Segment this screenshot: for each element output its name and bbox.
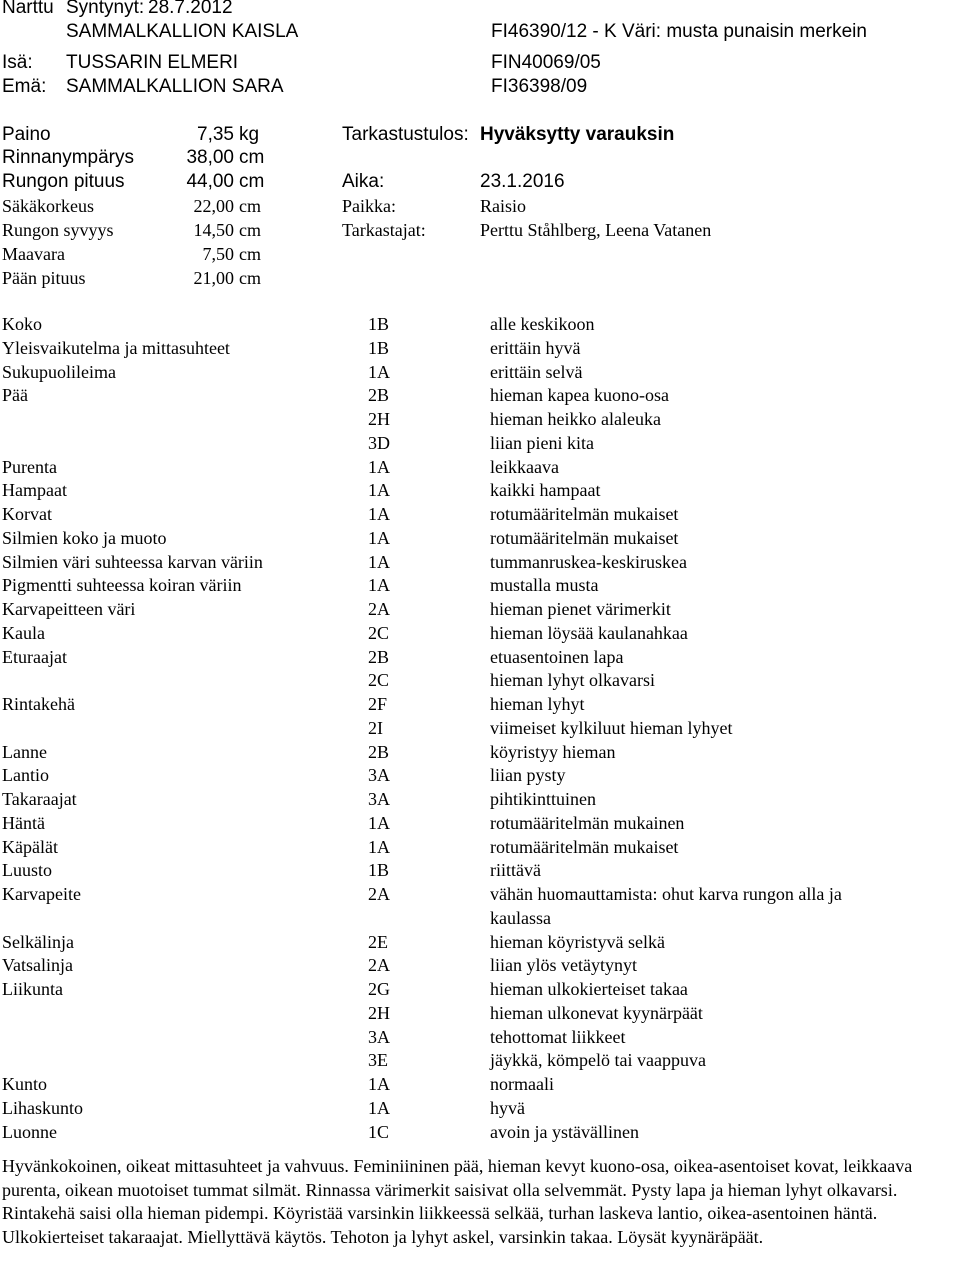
- sire-reg: FIN40069/05: [491, 52, 601, 73]
- measure-label: Pään pituus: [2, 268, 86, 288]
- eval-code: 2A: [368, 955, 390, 976]
- eval-description: hieman heikko alaleuka: [490, 409, 661, 429]
- eval-description: rotumääritelmän mukainen: [490, 812, 685, 833]
- result-label: Tarkastustulos:: [342, 124, 469, 145]
- eval-description: hieman lyhyt olkavarsi: [490, 670, 655, 691]
- eval-category: Sukupuolileima: [2, 361, 116, 382]
- eval-category: Koko: [2, 314, 42, 334]
- sire-label: Isä:: [2, 52, 33, 73]
- group-label: Narttu: [2, 0, 54, 18]
- eval-description: normaali: [490, 1074, 554, 1094]
- birth-label: Syntynyt:: [66, 0, 145, 18]
- measure-unit: cm: [239, 268, 261, 288]
- eval-description: jäykkä, kömpelö tai vaappuva: [490, 1050, 706, 1071]
- eval-description: hyvä: [490, 1097, 525, 1118]
- time-label: Aika:: [342, 171, 385, 192]
- eval-code: 2F: [368, 694, 388, 714]
- eval-category: Eturaajat: [2, 646, 67, 667]
- eval-code: 2I: [368, 717, 383, 738]
- eval-description: erittäin hyvä: [490, 337, 581, 358]
- eval-code: 1A: [368, 1097, 390, 1118]
- eval-description: erittäin selvä: [490, 361, 583, 382]
- eval-code: 2B: [368, 646, 390, 667]
- measure-value: 22,00: [193, 196, 234, 216]
- summary-text: Hyvänkokoinen, oikeat mittasuhteet ja vahvuus. Feminiininen pää, hieman kevyt kuono-osa, oikea-asentoiset kovat, leikkaava purenta, oikean muotoiset tummat silmät. Rinnassa värimerkit saisivat olla selvemmät. Pysty lapa ja hieman lyhyt olkavarsi. Rintakehä saisi olla hieman pidempi. Köyristää varsinkin liikkeessä selkää, turhan laskeva lantio, oikea-asentoinen häntä. Ulkokierteiset takaraajat. Miellyttävä käytös. Tehoton ja lyhyt askel, varsinkin takaa. Löysät kyynäräpäät.: [2, 1156, 913, 1247]
- eval-code: 3A: [368, 1026, 390, 1047]
- eval-code: 1A: [368, 361, 390, 382]
- eval-category: Rintakehä: [2, 694, 75, 714]
- measure-unit: cm: [239, 244, 261, 264]
- eval-description: tehottomat liikkeet: [490, 1026, 626, 1047]
- eval-code: 3A: [368, 765, 390, 786]
- eval-code: 2C: [368, 670, 390, 691]
- measure-unit: cm: [239, 147, 265, 168]
- eval-description: liian ylös vetäytynyt: [490, 955, 637, 976]
- dog-name: SAMMALKALLION KAISLA: [66, 21, 299, 42]
- eval-description: rotumääritelmän mukaiset: [490, 527, 679, 548]
- measure-value: 7,35: [197, 124, 234, 145]
- eval-description: kaikki hampaat: [490, 480, 601, 501]
- eval-description: rotumääritelmän mukaiset: [490, 836, 679, 857]
- eval-description: mustalla musta: [490, 575, 599, 596]
- eval-description: köyristyy hieman: [490, 741, 616, 762]
- eval-category: Luonne: [2, 1121, 57, 1142]
- eval-code: 1A: [368, 812, 390, 833]
- dam-name: SAMMALKALLION SARA: [66, 76, 284, 97]
- eval-category: Silmien koko ja muoto: [2, 527, 167, 548]
- dam-reg: FI36398/09: [491, 76, 588, 97]
- eval-code: 1A: [368, 575, 390, 596]
- eval-description: etuasentoinen lapa: [490, 646, 624, 667]
- eval-code: 1A: [368, 527, 390, 548]
- measure-value: 7,50: [202, 244, 234, 264]
- eval-category: Lanne: [2, 741, 47, 762]
- place-value: Raisio: [480, 196, 527, 216]
- eval-category: Pää: [2, 385, 28, 406]
- measure-label: Rungon pituus: [2, 171, 125, 192]
- birth-date: 28.7.2012: [148, 0, 233, 18]
- measure-unit: kg: [239, 124, 260, 145]
- eval-code: 1A: [368, 551, 390, 572]
- measure-unit: cm: [239, 171, 265, 192]
- eval-code: 1B: [368, 860, 390, 881]
- place-label: Paikka:: [342, 196, 396, 216]
- measure-value: 21,00: [193, 268, 234, 288]
- eval-description: avoin ja ystävällinen: [490, 1121, 639, 1142]
- eval-category: Lantio: [2, 765, 49, 786]
- eval-description: liian pieni kita: [490, 432, 594, 453]
- eval-code: 2H: [368, 409, 390, 429]
- eval-code: 1A: [368, 480, 390, 501]
- measure-label: Maavara: [2, 244, 65, 264]
- dam-label: Emä:: [2, 76, 47, 97]
- eval-code: 1C: [368, 1121, 390, 1142]
- inspectors-label: Tarkastajat:: [342, 220, 426, 240]
- measure-value: 44,00: [186, 171, 234, 192]
- eval-category: Karvapeite: [2, 884, 81, 904]
- eval-description: leikkaava: [490, 456, 559, 477]
- result-value: Hyväksytty varauksin: [480, 124, 675, 145]
- measure-value: 14,50: [193, 220, 234, 240]
- sire-name: TUSSARIN ELMERI: [66, 52, 239, 73]
- eval-code: 2B: [368, 385, 390, 406]
- eval-code: 2B: [368, 741, 390, 762]
- eval-description: hieman kapea kuono-osa: [490, 385, 669, 406]
- measure-label: Paino: [2, 124, 51, 145]
- eval-code: 3A: [368, 789, 390, 809]
- eval-category: Pigmentti suhteessa koiran väriin: [2, 575, 242, 596]
- eval-category: Liikunta: [2, 979, 63, 999]
- eval-code: 1A: [368, 504, 390, 524]
- measure-unit: cm: [239, 220, 261, 240]
- eval-code: 2E: [368, 931, 388, 952]
- eval-category: Korvat: [2, 504, 52, 524]
- eval-category: Yleisvaikutelma ja mittasuhteet: [2, 337, 230, 358]
- eval-category: Käpälät: [2, 836, 58, 857]
- eval-description: riittävä: [490, 860, 541, 881]
- eval-description: hieman löysää kaulanahkaa: [490, 622, 688, 643]
- eval-category: Silmien väri suhteessa karvan väriin: [2, 551, 263, 572]
- eval-code: 2A: [368, 599, 390, 619]
- eval-category: Purenta: [2, 456, 57, 477]
- eval-description: hieman pienet värimerkit: [490, 599, 671, 619]
- dog-info: FI46390/12 - K Väri: musta punaisin merkein: [491, 21, 867, 42]
- eval-code: 2G: [368, 979, 390, 999]
- eval-description-continued: kaulassa: [490, 907, 551, 928]
- eval-code: 1B: [368, 314, 390, 334]
- eval-description: tummanruskea-keskiruskea: [490, 551, 687, 572]
- eval-description: viimeiset kylkiluut hieman lyhyet: [490, 717, 733, 738]
- eval-description: pihtikinttuinen: [490, 789, 596, 809]
- eval-category: Hampaat: [2, 480, 67, 501]
- eval-category: Karvapeitteen väri: [2, 599, 136, 619]
- eval-code: 3E: [368, 1050, 388, 1071]
- eval-description: hieman lyhyt: [490, 694, 585, 714]
- eval-code: 2C: [368, 622, 390, 643]
- measure-value: 38,00: [186, 147, 234, 168]
- measure-label: Rungon syvyys: [2, 220, 114, 240]
- time-value: 23.1.2016: [480, 171, 565, 192]
- eval-category: Kaula: [2, 622, 45, 643]
- eval-description: hieman köyristyvä selkä: [490, 931, 665, 952]
- eval-description: vähän huomauttamista: ohut karva rungon alla ja: [490, 884, 842, 904]
- eval-code: 1A: [368, 836, 390, 857]
- measure-label: Rinnanympärys: [2, 147, 134, 168]
- eval-code: 1A: [368, 456, 390, 477]
- eval-description: liian pysty: [490, 765, 566, 786]
- eval-description: rotumääritelmän mukaiset: [490, 504, 679, 524]
- eval-category: Häntä: [2, 812, 45, 833]
- eval-category: Luusto: [2, 860, 53, 881]
- inspectors-value: Perttu Ståhlberg, Leena Vatanen: [480, 220, 712, 240]
- eval-code: 1A: [368, 1074, 390, 1094]
- eval-category: Lihaskunto: [2, 1097, 83, 1118]
- eval-code: 1B: [368, 337, 390, 358]
- eval-category: Kunto: [2, 1074, 47, 1094]
- measure-unit: cm: [239, 196, 261, 216]
- eval-code: 2A: [368, 884, 390, 904]
- eval-category: Takaraajat: [2, 789, 77, 809]
- eval-code: 2H: [368, 1002, 390, 1023]
- measure-label: Säkäkorkeus: [2, 196, 94, 216]
- eval-code: 3D: [368, 432, 390, 453]
- eval-category: Vatsalinja: [2, 955, 73, 976]
- eval-description: alle keskikoon: [490, 314, 595, 334]
- eval-description: hieman ulkokierteiset takaa: [490, 979, 688, 999]
- eval-category: Selkälinja: [2, 931, 74, 952]
- eval-description: hieman ulkonevat kyynärpäät: [490, 1002, 703, 1023]
